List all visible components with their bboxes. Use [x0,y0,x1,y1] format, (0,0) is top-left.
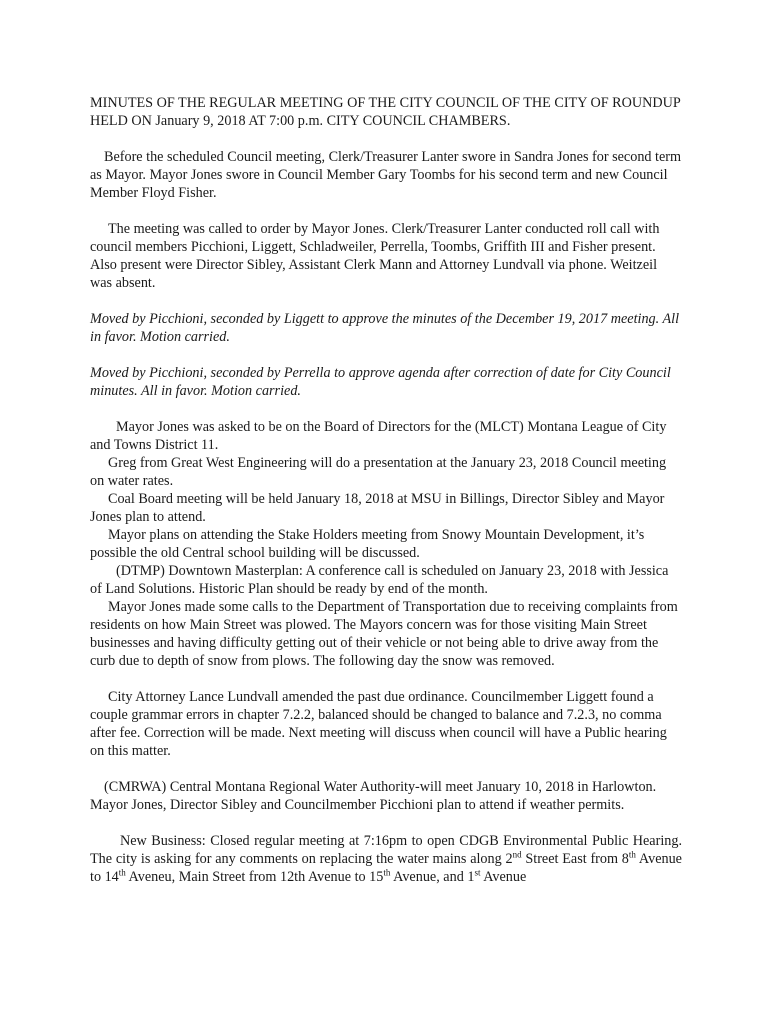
ordinal-suffix: th [383,867,391,878]
document-page [90,94,682,886]
ordinal-suffix: th [628,849,636,860]
minutes-title: MINUTES OF THE REGULAR MEETING OF THE CITY COUNCIL OF THE CITY OF ROUNDUP HELD ON January 9, 2018 AT 7:00 p.m. CITY COUNCIL CHAMBERS. [90,95,681,129]
paragraph-stake-holders: Mayor plans on attending the Stake Holders meeting from Snowy Mountain Development, it’s possible the old Central school building will be discussed. [90,527,645,561]
paragraph-coal-board: Coal Board meeting will be held January 18, 2018 at MSU in Billings, Director Sibley and Mayor Jones plan to attend. [90,491,665,525]
new-business-text: Avenue [480,869,527,885]
paragraph-mlct: Mayor Jones was asked to be on the Board of Directors for the (MLCT) Montana League of City and Towns District 11. [90,419,667,453]
paragraph-roll-call: The meeting was called to order by Mayor Jones. Clerk/Treasurer Lanter conducted roll call with council members Picchioni, Liggett, Schladweiler, Perrella, Toombs, Griffith III and Fisher present. Also present were Director Sibley, Assistant Clerk Mann and Attorney Lundvall via phone. Weitzeil was absent. [90,221,660,291]
motion-approve-minutes: Moved by Picchioni, seconded by Liggett to approve the minutes of the December 19, 2017 meeting. All in favor. Motion carried. [90,311,680,345]
new-business-text: Aveneu, Main Street from 12th Avenue to 15 [125,869,384,885]
new-business-text: Avenue, and 1 [390,869,475,885]
new-business-text: Street East from 8 [521,851,629,867]
paragraph-great-west: Greg from Great West Engineering will do a presentation at the January 23, 2018 Council meeting on water rates. [90,455,667,489]
new-business-text: Avenue to 14 [90,851,682,885]
paragraph-ordinance: City Attorney Lance Lundvall amended the past due ordinance. Councilmember Liggett found a couple grammar errors in chapter 7.2.2, balanced should be changed to balance and 7.2.3, no comma after fee. Correction will be made. Next meeting will discuss when council will have a Public hearing on this matter. [90,689,667,759]
paragraph-swearing-in: Before the scheduled Council meeting, Clerk/Treasurer Lanter swore in Sandra Jones for second term as Mayor. Mayor Jones swore in Council Member Gary Toombs for his second term and new Council Member Floyd Fisher. [90,149,682,201]
ordinal-suffix: st [474,867,481,878]
ordinal-suffix: nd [512,849,522,860]
paragraph-new-business [90,832,682,886]
ordinal-suffix: th [118,867,126,878]
new-business-text: New Business: Closed regular meeting at 7:16pm to open CDGB Environmental Public Hearing. The city is asking for any comments on replacing the water mains along 2 [90,833,682,867]
motion-approve-agenda: Moved by Picchioni, seconded by Perrella to approve agenda after correction of date for City Council minutes. All in favor. Motion carried. [90,365,671,399]
paragraph-cmrwa: (CMRWA) Central Montana Regional Water Authority-will meet January 10, 2018 in Harlowton. Mayor Jones, Director Sibley and Councilmember Picchioni plan to attend if weather permits. [90,779,657,813]
paragraph-dtmp: (DTMP) Downtown Masterplan: A conference call is scheduled on January 23, 2018 with Jessica of Land Solutions. Historic Plan should be ready by end of the month. [90,563,669,597]
paragraph-snow-plow: Mayor Jones made some calls to the Department of Transportation due to receiving complaints from residents on how Main Street was plowed. The Mayors concern was for those visiting Main Street businesses and having difficulty getting out of their vehicle or not being able to drive away from the curb due to depth of snow from plows. The following day the snow was removed. [90,599,678,669]
